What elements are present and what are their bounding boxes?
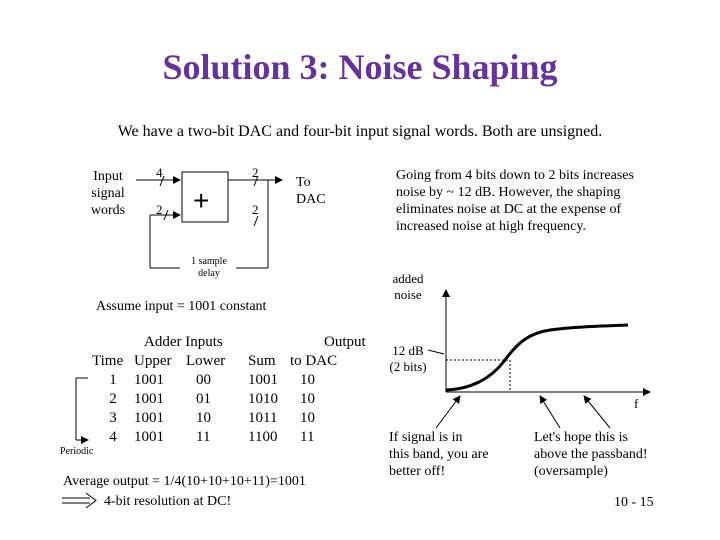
- implies-arrow: [62, 493, 96, 508]
- noise-curve: [446, 325, 628, 390]
- slide-subtitle: We have a two-bit DAC and four-bit input signal words. Both are unsigned.: [117, 123, 603, 140]
- noise-plot: [428, 290, 650, 428]
- table-row: 4 1001 11 1100 11: [109, 429, 315, 445]
- table-row: 3 1001 10 1011 10: [109, 410, 315, 426]
- delay-label: 1 sample delay: [191, 256, 227, 279]
- table-row: 1 1001 00 1001 10: [109, 372, 315, 388]
- block-diagram-wires: [136, 172, 282, 282]
- bus-width-out: 2: [252, 165, 259, 180]
- periodic-label: Periodic: [60, 446, 94, 457]
- table-header-row-2: Time Upper Lower Sum to DAC: [92, 353, 338, 369]
- slide-number: 10 - 15: [614, 495, 654, 510]
- plot-y-label: added noise: [392, 271, 424, 302]
- table-header-row-1: Adder Inputs Output: [144, 334, 366, 350]
- adder-box: [182, 172, 228, 222]
- to-dac-label: To DAC: [296, 175, 326, 207]
- bus-width-in: 4: [156, 165, 163, 180]
- right-band-arrow: [584, 396, 610, 428]
- level-pointer: [428, 350, 444, 354]
- left-band-arrow: [436, 396, 460, 428]
- adder-symbol: +: [193, 185, 210, 216]
- plot-level-label: 12 dB (2 bits): [389, 343, 427, 374]
- explanation-text: Going from 4 bits down to 2 bits increases noise by ~ 12 dB. However, the shaping eliminates noise at DC at the expense of increased noise at high frequency.: [396, 168, 634, 234]
- bus-width-out-2: 2: [252, 202, 259, 217]
- table-row: 2 1001 01 1010 10: [109, 391, 315, 407]
- band-arrow-2: [540, 396, 560, 428]
- plot-x-label: f: [634, 396, 639, 411]
- slide-title: Solution 3: Noise Shaping: [162, 47, 558, 87]
- resolution-note: 4-bit resolution at DC!: [104, 494, 232, 509]
- periodic-bracket: [76, 378, 88, 440]
- delay-box-area: [180, 254, 236, 282]
- callout-right: Let's hope this is above the passband! (oversample): [534, 430, 648, 479]
- bus-width-feedback: 2: [156, 202, 163, 217]
- input-label: Input signal words: [90, 169, 126, 218]
- average-output: Average output = 1/4(10+10+10+11)=1001: [63, 474, 306, 489]
- callout-left: If signal is in this band, you are better off!: [389, 430, 489, 479]
- assumption-text: Assume input = 1001 constant: [96, 299, 267, 314]
